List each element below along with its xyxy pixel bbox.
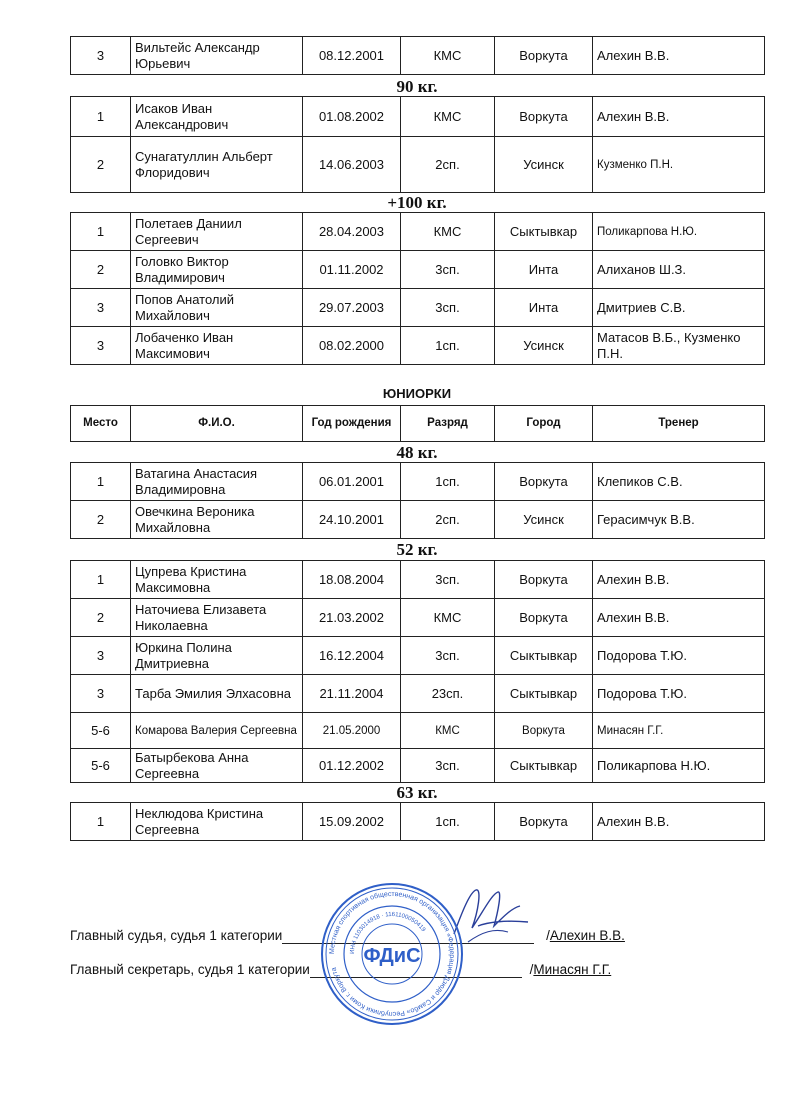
coach-cell: Кузменко П.Н.: [593, 137, 765, 193]
date-cell: 06.01.2001: [303, 463, 401, 501]
chief-secretary-line: Главный секретарь, судья 1 категории /Минасян Г.Г.: [70, 962, 612, 977]
coach-cell: Алехин В.В.: [593, 37, 765, 75]
coach-cell: Алехин В.В.: [593, 561, 765, 599]
rank-cell: 23сп.: [401, 675, 495, 713]
stamp-inner-textpath: ИНН 1103014918 · 1161100050419: [349, 911, 427, 955]
place-cell: 1: [71, 463, 131, 501]
table-row: [71, 501, 765, 539]
table-90kg: [70, 96, 765, 193]
date-cell: 28.04.2003: [303, 213, 401, 251]
rank-cell: 3сп.: [401, 637, 495, 675]
city-cell: Сыктывкар: [495, 213, 593, 251]
place-cell: 1: [71, 213, 131, 251]
date-cell: 21.11.2004: [303, 675, 401, 713]
place-cell: 2: [71, 251, 131, 289]
weight-category-63: 63 кг.: [396, 783, 438, 802]
header-city: Город: [495, 406, 593, 442]
stamp-center-text: ФДиС: [363, 945, 421, 967]
table-row: [71, 37, 765, 75]
table-top: [70, 36, 765, 75]
table-row: [71, 289, 765, 327]
table-row: [71, 97, 765, 137]
header-rank: Разряд: [401, 406, 495, 442]
city-cell: Инта: [495, 289, 593, 327]
table-row: [71, 599, 765, 637]
coach-cell: Матасов В.Б., Кузменко П.Н.: [593, 327, 765, 365]
rank-cell: КМС: [401, 37, 495, 75]
date-cell: 08.02.2000: [303, 327, 401, 365]
city-cell: Усинск: [495, 137, 593, 193]
name-cell: Головко Виктор Владимирович: [131, 251, 303, 289]
coach-cell: Поликарпова Н.Ю.: [593, 749, 765, 783]
name-cell: Ватагина Анастасия Владимировна: [131, 463, 303, 501]
table-row: [71, 561, 765, 599]
name-cell: Лобаченко Иван Максимович: [131, 327, 303, 365]
place-cell: 3: [71, 289, 131, 327]
rank-cell: 2сп.: [401, 501, 495, 539]
date-cell: 15.09.2002: [303, 803, 401, 841]
header-row: [71, 406, 765, 442]
coach-cell: Алехин В.В.: [593, 803, 765, 841]
city-cell: Воркута: [495, 713, 593, 749]
city-cell: Воркута: [495, 803, 593, 841]
chief-judge-label: Главный судья, судья 1 категории: [70, 928, 283, 943]
table-row: [71, 637, 765, 675]
city-cell: Сыктывкар: [495, 675, 593, 713]
place-cell: 1: [71, 561, 131, 599]
rank-cell: 1сп.: [401, 463, 495, 501]
place-cell: 3: [71, 675, 131, 713]
coach-cell: Подорова Т.Ю.: [593, 675, 765, 713]
rank-cell: 1сп.: [401, 327, 495, 365]
chief-judge-name: Алехин В.В.: [549, 928, 625, 943]
table-row: [71, 251, 765, 289]
place-cell: 3: [71, 637, 131, 675]
date-cell: 21.03.2002: [303, 599, 401, 637]
weight-category-100-plus: +100 кг.: [387, 193, 447, 212]
place-cell: 5-6: [71, 713, 131, 749]
table-52kg: [70, 560, 765, 783]
place-cell: 2: [71, 137, 131, 193]
date-cell: 08.12.2001: [303, 37, 401, 75]
chief-secretary-label: Главный секретарь, судья 1 категории: [70, 962, 310, 977]
name-cell: Комарова Валерия Сергеевна: [131, 713, 303, 749]
date-cell: 01.08.2002: [303, 97, 401, 137]
place-cell: 5-6: [71, 749, 131, 783]
rank-cell: КМС: [401, 599, 495, 637]
name-cell: Цупрева Кристина Максимовна: [131, 561, 303, 599]
chief-secretary-name: Минасян Г.Г.: [533, 962, 612, 977]
section-title-juniors: ЮНИОРКИ: [382, 386, 452, 401]
date-cell: 29.07.2003: [303, 289, 401, 327]
date-cell: 01.12.2002: [303, 749, 401, 783]
rank-cell: 3сп.: [401, 251, 495, 289]
city-cell: Воркута: [495, 97, 593, 137]
city-cell: Воркута: [495, 37, 593, 75]
rank-cell: 3сп.: [401, 289, 495, 327]
place-cell: 3: [71, 37, 131, 75]
city-cell: Воркута: [495, 463, 593, 501]
name-cell: Вильтейс Александр Юрьевич: [131, 37, 303, 75]
city-cell: Усинск: [495, 501, 593, 539]
weight-category-90: 90 кг.: [396, 77, 438, 96]
table-row: [71, 749, 765, 783]
header-name: Ф.И.О.: [131, 406, 303, 442]
city-cell: Усинск: [495, 327, 593, 365]
date-cell: 24.10.2001: [303, 501, 401, 539]
coach-cell: Клепиков С.В.: [593, 463, 765, 501]
name-cell: Исаков Иван Александрович: [131, 97, 303, 137]
header-birth-year: Год рождения: [303, 406, 401, 442]
name-cell: Сунагатуллин Альберт Флоридович: [131, 137, 303, 193]
rank-cell: КМС: [401, 213, 495, 251]
name-cell: Неклюдова Кристина Сергеевна: [131, 803, 303, 841]
coach-cell: Дмитриев С.В.: [593, 289, 765, 327]
name-cell: Полетаев Даниил Сергеевич: [131, 213, 303, 251]
name-cell: Наточиева Елизавета Николаевна: [131, 599, 303, 637]
name-cell: Тарба Эмилия Элхасовна: [131, 675, 303, 713]
rank-cell: 2сп.: [401, 137, 495, 193]
stamp-ring-textpath: Местная спортивная общественная организация «Федерация Дзюдо и Самбо» Республики Коми г. Воркута: [328, 890, 456, 1018]
name-cell: Овечкина Вероника Михайловна: [131, 501, 303, 539]
rank-cell: КМС: [401, 713, 495, 749]
table-row: [71, 213, 765, 251]
coach-cell: Алехин В.В.: [593, 599, 765, 637]
table-row: [71, 463, 765, 501]
city-cell: Воркута: [495, 599, 593, 637]
place-cell: 1: [71, 803, 131, 841]
table-header-juniors: [70, 405, 765, 442]
name-cell: Юркина Полина Дмитриевна: [131, 637, 303, 675]
rank-cell: 1сп.: [401, 803, 495, 841]
table-row: [71, 137, 765, 193]
table-row: [71, 675, 765, 713]
coach-cell: Поликарпова Н.Ю.: [593, 213, 765, 251]
coach-cell: Герасимчук В.В.: [593, 501, 765, 539]
city-cell: Сыктывкар: [495, 749, 593, 783]
coach-cell: Подорова Т.Ю.: [593, 637, 765, 675]
weight-category-52: 52 кг.: [396, 540, 438, 559]
city-cell: Воркута: [495, 561, 593, 599]
coach-cell: Минасян Г.Г.: [593, 713, 765, 749]
date-cell: 01.11.2002: [303, 251, 401, 289]
name-cell: Попов Анатолий Михайлович: [131, 289, 303, 327]
place-cell: 3: [71, 327, 131, 365]
date-cell: 16.12.2004: [303, 637, 401, 675]
coach-cell: Алиханов Ш.З.: [593, 251, 765, 289]
date-cell: 14.06.2003: [303, 137, 401, 193]
place-cell: 1: [71, 97, 131, 137]
name-cell: Батырбекова Анна Сергеевна: [131, 749, 303, 783]
table-row: [71, 327, 765, 365]
header-place: Место: [71, 406, 131, 442]
official-stamp-seal: [318, 880, 466, 1028]
city-cell: Сыктывкар: [495, 637, 593, 675]
place-cell: 2: [71, 599, 131, 637]
rank-cell: КМС: [401, 97, 495, 137]
rank-cell: 3сп.: [401, 561, 495, 599]
chief-judge-line: Главный судья, судья 1 категории /Алехин В.В.: [70, 928, 625, 943]
table-48kg: [70, 462, 765, 539]
table-100kg: [70, 212, 765, 365]
table-row: [71, 713, 765, 749]
rank-cell: 3сп.: [401, 749, 495, 783]
header-coach: Тренер: [593, 406, 765, 442]
table-63kg: [70, 802, 765, 841]
date-cell: 21.05.2000: [303, 713, 401, 749]
place-cell: 2: [71, 501, 131, 539]
table-row: [71, 803, 765, 841]
coach-cell: Алехин В.В.: [593, 97, 765, 137]
weight-category-48: 48 кг.: [396, 443, 438, 462]
city-cell: Инта: [495, 251, 593, 289]
date-cell: 18.08.2004: [303, 561, 401, 599]
